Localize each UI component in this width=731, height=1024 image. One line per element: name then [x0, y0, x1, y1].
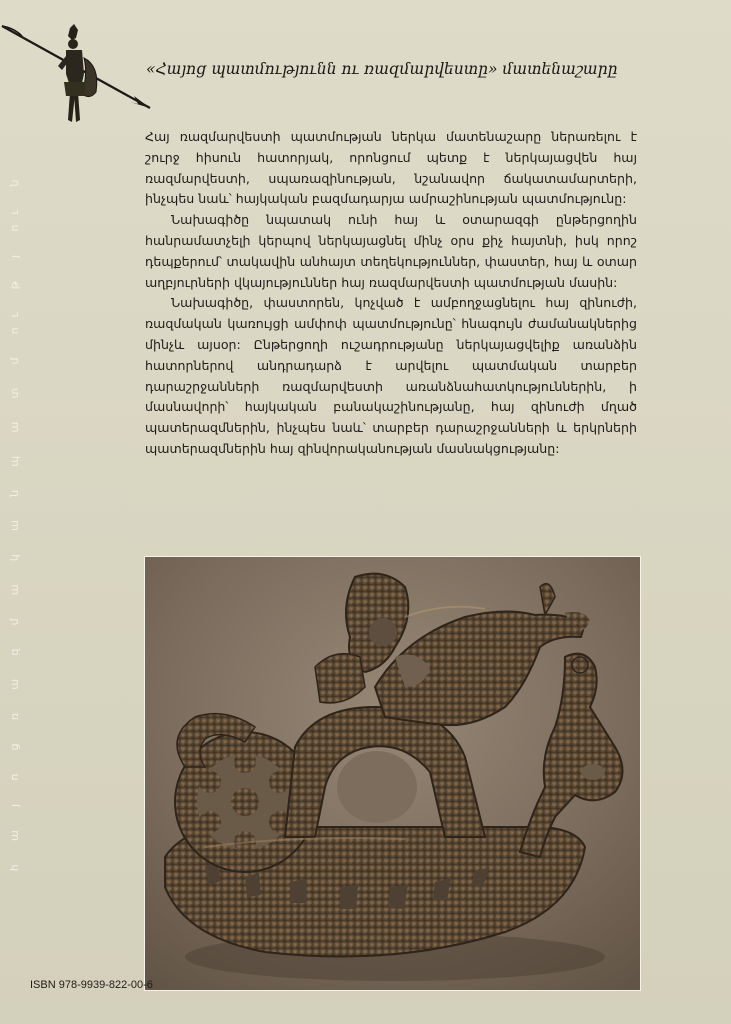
paragraph-1: Հայ ռազմարվեստի պատմության ներկա մատենաշարը ներառելու է շուրջ հիսուն հատորյակ, որոնցում պետք է ներկայացվեն հայ ռազմարվեստի, սպառազինության, նշանավոր ճակատամարտերի, ինչպես նաև՝ հայկական բազմադարյա ամրաշինության պատմությունը:	[145, 129, 637, 207]
spine-label: հ ա յ ո ց ռ ա զ մ ա կ ա ն պ ա տ մ ու թ յ ու ն	[8, 169, 22, 871]
warrior-spear-emblem	[0, 22, 160, 132]
spine-text	[0, 40, 30, 1000]
isbn-label: ISBN 978-9939-822-00-6	[30, 979, 153, 991]
paragraph-3: Նախագիծը, փաստորեն, կոչված է ամբողջացնելու հայ զինուժի, ռազմական կառույցի ամփոփ պատմությունը՝ հնագույն ժամանակներից մինչև այսօր: Ընթերցողի ուշադրությանը ներկայացվելիք առանձին հատորներով անդրադարձ է արվելու պատմական տարբեր դարաշրջանների ռազմարվեստի առանձնահատկություններին, ի մասնավորի՝ հայկական բանակաշինությանը, հայ զինուժի մղած պատերազմներին, ինչպես նաև՝ տարբեր դարաշրջանների և երկրների պատերազմներին հայ զինվորականության մասնակցությանը:	[145, 295, 637, 456]
body-text	[145, 127, 637, 460]
bronze-chariot-figurine-image	[145, 557, 640, 990]
warrior-icon	[0, 22, 160, 132]
artifact-photo	[144, 556, 641, 991]
paragraph-2: Նախագիծը նպատակ ունի հայ և օտարազգի ընթերցողին հանրամատչելի կերպով ներկայացնել մինչ օրս քիչ հայտնի, իսկ որոշ դեպքերում՝ տակավին անհայտ տեղեկություններ, փաստեր, հայ և օտար աղբյուրների վկայություններ հայ ռազմարվեստի պատմության մասին:	[145, 212, 637, 290]
series-title: «Հայոց պատմությունն ու ռազմարվեստը» մատենաշարը	[146, 60, 618, 78]
